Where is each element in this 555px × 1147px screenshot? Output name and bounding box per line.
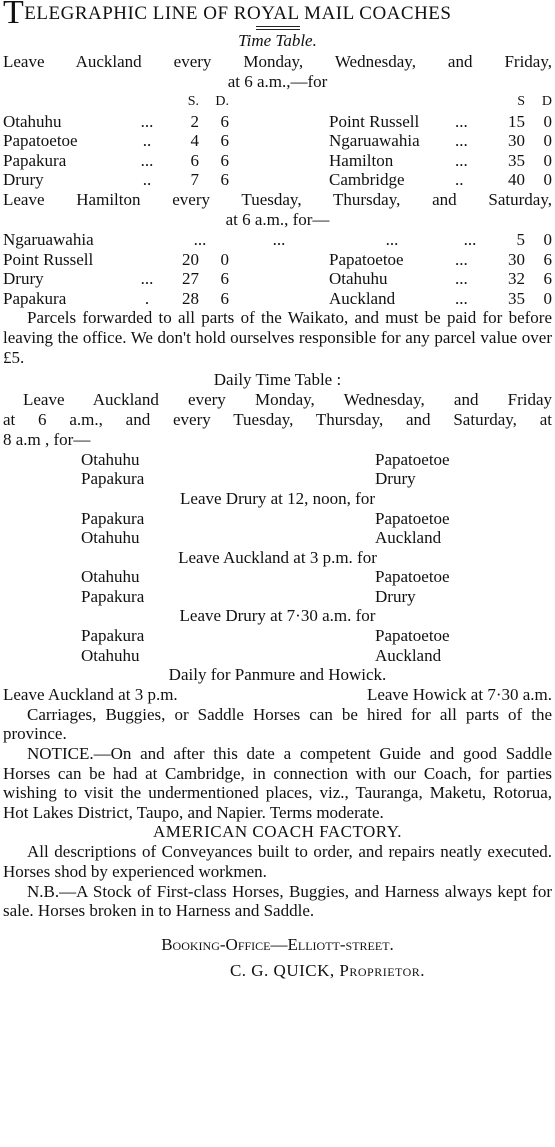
destination-name: Otahuhu [81,645,140,665]
fare-shillings: 4 [190,131,199,151]
fare-pence: 0 [543,131,552,151]
fare-shillings: 2 [190,111,199,131]
destination-name: Drury [375,586,416,606]
fare-pence: 6 [220,269,229,289]
fare-shillings: 28 [182,288,199,308]
destination-pair [3,450,552,470]
leader-dots: .. [142,170,152,190]
destination-pair [3,626,552,646]
panmure-departure: Leave Auckland at 3 p.m. [3,684,178,704]
place-name: Drury [3,269,44,289]
daily-intro-line: at 6 a.m., and every Tuesday, Thursday, and Saturday, at [3,409,552,429]
leader-dots: ... [455,249,468,269]
fare-row [3,250,552,270]
howick-departure: Leave Howick at 7·30 a.m. [366,684,552,704]
leader-dots: . [144,288,150,308]
leader-dots: ... [140,269,154,289]
destination-pair [3,587,552,607]
hamilton-fare-table [3,230,552,308]
spacer [229,131,329,151]
fare-shillings: 35 [508,150,525,170]
fare-shillings: 20 [182,249,199,269]
spacer [229,170,329,190]
leader-dots: ... [193,229,207,249]
leader-dots: ... [455,288,468,308]
destination-name: Papakura [81,626,145,646]
daily-intro-line: 8 a.m , for— [3,429,91,449]
leader-dots [123,250,171,270]
fare-pence: 6 [220,288,229,308]
fare-pence: 0 [543,111,552,131]
stock-notice: N.B.—A Stock of First-class Horses, Buggies, and Harness always kept for sale. Horses broken in to Harness and Saddle. [3,881,552,921]
factory-heading: AMERICAN COACH FACTORY. [152,822,403,842]
fare-pence: 6 [543,269,552,289]
fare-shillings: 7 [190,170,199,190]
proprietor-title: Proprietor. [339,961,426,981]
fare-pence: 6 [543,249,552,269]
place-name: Cambridge [329,170,405,190]
place-name: Papatoetoe [329,249,404,269]
hamilton-intro: Leave Hamilton every Tuesday, Thursday, and Saturday, [3,189,552,209]
leader-dots: ... [140,111,154,131]
leader-dots: .. [455,170,464,190]
fare-pence: 0 [543,288,552,308]
spacer [229,289,329,309]
leader-dots: ... [140,150,154,170]
destination-pair [3,528,552,548]
guide-notice: NOTICE.—On and after this date a competent Guide and good Saddle Horses can be had at Cambridge, in connection with our Coach, for parties wishing to visit the undermentioned places, viz., Tauranga, Maketu, Rotorua, Hot Lakes District, Taupo, and Napier. Terms moderate. [3,744,552,822]
fare-pence: 6 [220,111,229,131]
destination-name: Papakura [81,508,145,528]
destination-pair [3,646,552,666]
fare-row [3,131,552,151]
proprietor-name: C. G. QUICK, [229,961,335,981]
proprietor [3,961,552,981]
leader-dots: ... [385,229,399,249]
destination-pair [3,567,552,587]
daily-departure-heading: Leave Drury at 7·30 a.m. for [179,606,376,626]
fare-pence: 0 [220,249,229,269]
factory-text: All descriptions of Conveyances built to order, and repairs neatly executed. Horses shod by experienced workmen. [3,842,552,881]
col-header-d: D [541,94,552,109]
destination-name: Papatoetoe [375,449,450,469]
destination-name: Papatoetoe [375,567,450,587]
leader-dots: ... [463,229,477,249]
destination-name: Auckland [375,528,442,548]
place-name: Papakura [3,150,67,170]
destination-name: Auckland [375,645,442,665]
fare-shillings: 35 [508,288,525,308]
destination-name: Papakura [81,586,145,606]
place-name: Point Russell [3,249,94,269]
place-name: Papakura [3,288,67,308]
destination-name: Papakura [81,469,145,489]
place-name: Otahuhu [3,111,62,131]
place-name: Auckland [329,288,396,308]
auckland-time: at 6 a.m.,—for [227,72,328,91]
fare-row [3,289,552,309]
fare-shillings: 40 [508,170,525,190]
fare-pence: 6 [220,150,229,170]
fare-pence: 0 [543,170,552,190]
destination-name: Drury [375,469,416,489]
hamilton-fare-rows [3,250,552,309]
fare-pence: 6 [220,131,229,151]
fare-shillings: 6 [190,150,199,170]
booking-office: Booking-Office—Elliott-street. [161,934,394,954]
col-header-s: S [517,94,525,109]
place-name: Ngaruawahia [3,229,94,249]
daily-heading: Daily Time Table : [213,370,342,390]
leader-dots: ... [455,269,468,289]
spacer [229,250,329,270]
destination-name: Otahuhu [81,567,140,587]
fare-shillings: 32 [508,269,525,289]
hamilton-time: at 6 a.m., for— [225,209,330,229]
col-header-s: S. [187,94,199,109]
panmure-heading: Daily for Panmure and Howick. [168,665,387,685]
daily-departure-heading: Leave Auckland at 3 p.m. for [178,547,377,567]
fare-shillings: 5 [516,229,525,249]
destination-name: Papatoetoe [375,508,450,528]
fare-shillings: 30 [508,131,525,151]
spacer [229,269,329,289]
destination-pair [3,509,552,529]
fare-row [3,112,552,132]
destination-name: Otahuhu [81,449,140,469]
auckland-intro: Leave Auckland every Monday, Wednesday, and Friday, [3,52,552,71]
place-name: Point Russell [329,111,420,131]
auckland-fare-table [3,92,552,190]
advertisement [0,2,555,1147]
fare-shillings: 27 [182,269,199,289]
daily-intro-line: Leave Auckland every Monday, Wednesday, and Friday [23,389,552,409]
fare-shillings: 30 [508,249,525,269]
place-name: Ngaruawahia [329,131,420,151]
fare-pence: 6 [220,170,229,190]
daily-departure-heading: Leave Drury at 12, noon, for [180,488,375,508]
daily-schedule [3,450,552,666]
fare-row [3,151,552,171]
subtitle: Time Table. [238,31,317,50]
panmure-times [3,685,552,705]
fare-row [3,230,552,250]
title-text: ELEGRAPHIC LINE OF ROYAL MAIL COACHES [24,3,452,24]
place-name: Otahuhu [329,269,388,289]
fare-column-headers [3,92,552,112]
place-name: Drury [3,170,44,190]
fare-pence: 0 [543,229,552,249]
spacer [229,112,329,132]
leader-dots: .. [142,131,152,151]
fare-row [3,269,552,289]
fare-row [3,170,552,190]
col-header-d: D. [215,94,229,109]
spacer [229,151,329,171]
destination-name: Papatoetoe [375,626,450,646]
leader-dots: ... [455,111,468,131]
advert-title [3,0,552,31]
leader-dots: ... [455,150,468,170]
title-initial: T [3,0,25,31]
fare-shillings: 15 [508,111,525,131]
carriages-notice: Carriages, Buggies, or Saddle Horses can be hired for all parts of the province. [3,704,552,744]
fare-pence: 0 [543,150,552,170]
destination-name: Otahuhu [81,528,140,548]
leader-dots: ... [455,131,468,151]
destination-pair [3,469,552,489]
place-name: Hamilton [329,150,394,170]
auckland-fare-rows [3,112,552,190]
place-name: Papatoetoe [3,131,78,151]
leader-dots: ... [272,229,286,249]
parcels-notice: Parcels forwarded to all parts of the Waikato, and must be paid for before leaving the office. We don't hold ourselves responsible for any parcel value over £5. [3,308,552,367]
